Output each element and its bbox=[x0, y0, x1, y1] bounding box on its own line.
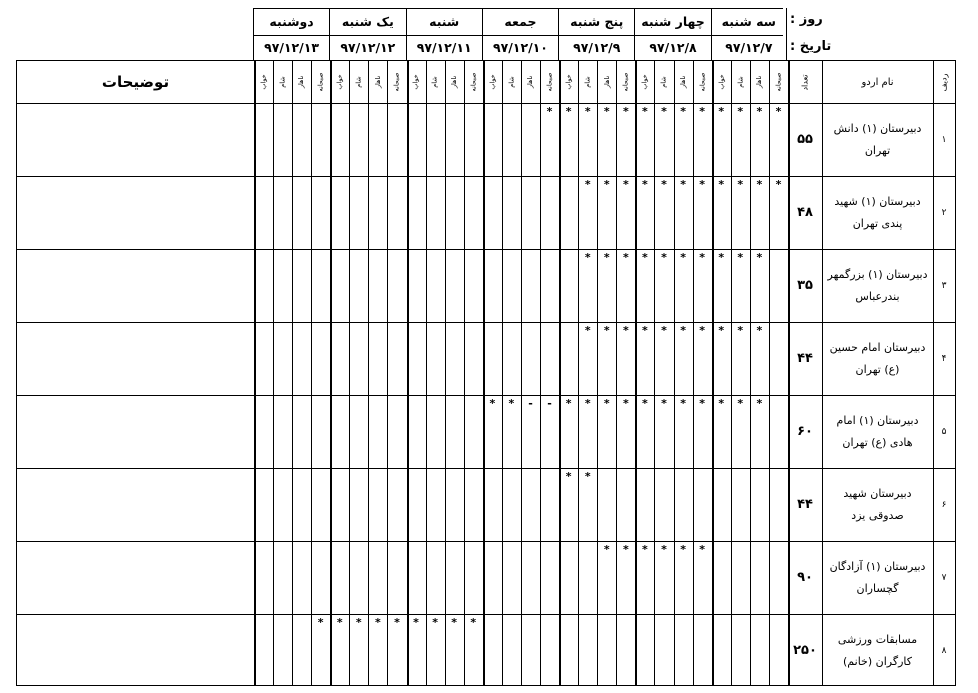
meal-header bbox=[483, 61, 502, 103]
meal-label: خواب bbox=[640, 74, 649, 90]
meal-mark: * bbox=[737, 178, 744, 191]
row-number: ۳ bbox=[941, 280, 947, 291]
meal-label: ناهار bbox=[373, 75, 382, 89]
meal-header bbox=[445, 61, 464, 103]
camp-name: دبیرستان (۱) دانش تهران bbox=[833, 121, 922, 157]
meal-mark: * bbox=[622, 397, 629, 410]
header-day-7: دوشنبه bbox=[253, 8, 329, 35]
day-divider-6 bbox=[407, 61, 409, 685]
meal-mark: * bbox=[546, 105, 553, 118]
meal-mark: * bbox=[661, 397, 667, 410]
row-number: ۶ bbox=[941, 499, 947, 510]
meal-divider bbox=[521, 61, 522, 685]
meal-label: شام bbox=[507, 76, 516, 88]
meal-mark: * bbox=[737, 105, 744, 118]
meal-divider bbox=[426, 61, 427, 685]
header-day-5: شنبه bbox=[406, 8, 482, 35]
meal-header bbox=[578, 61, 597, 103]
row-number: ۴ bbox=[941, 353, 947, 364]
row-number: ۸ bbox=[941, 645, 947, 656]
col-count-header: تعداد bbox=[800, 73, 810, 91]
header-date-2: ۹۷/۱۲/۸ bbox=[634, 35, 710, 60]
header-day-1: سه شنبه bbox=[711, 8, 787, 35]
meal-mark: * bbox=[603, 397, 610, 410]
meal-mark: * bbox=[756, 397, 763, 410]
camp-name: دبیرستان (۱) آزادگان گچساران bbox=[829, 559, 926, 595]
meal-header bbox=[559, 61, 578, 103]
meal-mark: * bbox=[317, 616, 324, 629]
meal-label: خواب bbox=[412, 74, 421, 90]
meal-dash: - bbox=[528, 397, 533, 410]
header-day-2: چهار شنبه bbox=[634, 8, 710, 35]
meal-header bbox=[674, 61, 693, 103]
meal-mark: * bbox=[680, 543, 686, 556]
meal-divider bbox=[693, 61, 694, 685]
meal-mark: * bbox=[413, 616, 419, 629]
meal-mark: * bbox=[451, 616, 458, 629]
meal-mark: * bbox=[584, 251, 591, 264]
meal-mark: * bbox=[603, 178, 610, 191]
meal-mark: * bbox=[699, 105, 706, 118]
day-divider-2 bbox=[712, 61, 714, 685]
meal-mark: * bbox=[622, 105, 629, 118]
camp-name: مسابقات ورزشی کارگران (خانم) bbox=[837, 632, 918, 668]
col-name-header: نام اردو bbox=[861, 76, 894, 88]
meal-mark: * bbox=[718, 178, 725, 191]
meal-label: ناهار bbox=[679, 75, 688, 89]
date-label: تاریخ : bbox=[790, 39, 832, 54]
day-divider-3 bbox=[635, 61, 637, 685]
meal-header bbox=[502, 61, 521, 103]
meal-label: ناهار bbox=[755, 75, 764, 89]
schedule-table bbox=[16, 60, 956, 686]
meal-divider bbox=[769, 61, 770, 685]
day-divider-8 bbox=[254, 61, 256, 685]
meal-header bbox=[712, 61, 731, 103]
meal-mark: * bbox=[718, 324, 725, 337]
meal-label: صبحانه bbox=[545, 72, 554, 92]
camp-count: ۳۵ bbox=[797, 278, 813, 293]
meal-label: خواب bbox=[717, 74, 726, 90]
meal-mark: * bbox=[622, 543, 629, 556]
meal-mark: * bbox=[737, 324, 744, 337]
meal-mark: * bbox=[336, 616, 343, 629]
meal-divider bbox=[273, 61, 274, 685]
notes-cell[interactable] bbox=[17, 395, 254, 468]
meal-mark: * bbox=[470, 616, 477, 629]
meal-divider bbox=[674, 61, 675, 685]
meal-mark: * bbox=[603, 251, 610, 264]
meal-mark: * bbox=[680, 105, 686, 118]
meal-mark: * bbox=[432, 616, 438, 629]
row-number: ۲ bbox=[941, 207, 947, 218]
meal-mark: * bbox=[661, 251, 667, 264]
col-row-header: ردیف bbox=[939, 73, 949, 91]
meal-mark: * bbox=[642, 105, 648, 118]
meal-mark: * bbox=[699, 251, 706, 264]
header-date-6: ۹۷/۱۲/۱۲ bbox=[329, 35, 405, 60]
day-divider-7 bbox=[330, 61, 332, 685]
meal-mark: * bbox=[374, 616, 381, 629]
meal-mark: * bbox=[680, 178, 686, 191]
meal-mark: * bbox=[680, 324, 686, 337]
camp-count: ۵۵ bbox=[797, 132, 813, 147]
camp-count: ۴۴ bbox=[797, 351, 813, 366]
notes-cell[interactable] bbox=[17, 103, 254, 176]
meal-mark: * bbox=[642, 324, 648, 337]
meal-mark: * bbox=[680, 397, 686, 410]
meal-mark: * bbox=[775, 178, 782, 191]
meal-label: شام bbox=[431, 76, 440, 88]
meal-header bbox=[368, 61, 387, 103]
meal-header bbox=[731, 61, 750, 103]
meal-header bbox=[521, 61, 540, 103]
meal-divider bbox=[387, 61, 388, 685]
meal-mark: * bbox=[718, 397, 725, 410]
meal-divider bbox=[597, 61, 598, 685]
meal-label: شام bbox=[354, 76, 363, 88]
meal-label: ناهار bbox=[450, 75, 459, 89]
meal-divider bbox=[368, 61, 369, 685]
meal-mark: * bbox=[756, 324, 763, 337]
camp-count: ۴۴ bbox=[797, 497, 813, 512]
meal-header bbox=[654, 61, 673, 103]
meal-divider bbox=[616, 61, 617, 685]
meal-mark: * bbox=[699, 543, 706, 556]
meal-label: شام bbox=[278, 76, 287, 88]
meal-label: صبحانه bbox=[469, 72, 478, 92]
meal-mark: * bbox=[355, 616, 362, 629]
meal-mark: * bbox=[737, 397, 744, 410]
meal-label: صبحانه bbox=[316, 72, 325, 92]
meal-label: صبحانه bbox=[774, 72, 783, 92]
notes-cell[interactable] bbox=[17, 249, 254, 322]
meal-label: خواب bbox=[564, 74, 573, 90]
meal-header bbox=[311, 61, 330, 103]
meal-label: صبحانه bbox=[698, 72, 707, 92]
meal-header bbox=[464, 61, 483, 103]
meal-header bbox=[349, 61, 368, 103]
meal-header bbox=[330, 61, 349, 103]
camp-count: ۶۰ bbox=[797, 424, 813, 439]
meal-mark: * bbox=[584, 178, 591, 191]
meal-label: ناهار bbox=[526, 75, 535, 89]
meal-mark: * bbox=[775, 105, 782, 118]
camp-name: دبیرستان (۱) امام هادی (ع) تهران bbox=[836, 413, 919, 449]
row-number: ۱ bbox=[941, 134, 947, 145]
meal-mark: * bbox=[565, 470, 572, 483]
meal-mark: * bbox=[718, 105, 725, 118]
meal-divider bbox=[731, 61, 732, 685]
meal-dash: - bbox=[547, 397, 552, 410]
camp-name: دبیرستان (۱) شهید پندی تهران bbox=[834, 194, 921, 230]
meal-label: صبحانه bbox=[392, 72, 401, 92]
meal-divider bbox=[540, 61, 541, 685]
meal-mark: * bbox=[622, 178, 629, 191]
meal-mark: * bbox=[661, 105, 667, 118]
meal-divider bbox=[464, 61, 465, 685]
meal-mark: * bbox=[699, 178, 706, 191]
meal-header bbox=[750, 61, 769, 103]
day-divider-5 bbox=[483, 61, 485, 685]
meal-mark: * bbox=[642, 178, 648, 191]
meal-mark: * bbox=[565, 105, 572, 118]
meal-mark: * bbox=[584, 397, 591, 410]
camp-count: ۲۵۰ bbox=[793, 643, 817, 658]
meal-mark: * bbox=[699, 324, 706, 337]
header-date-5: ۹۷/۱۲/۱۱ bbox=[406, 35, 482, 60]
header-date-4: ۹۷/۱۲/۱۰ bbox=[482, 35, 558, 60]
day-divider-4 bbox=[559, 61, 561, 685]
notes-cell[interactable] bbox=[17, 614, 254, 687]
meal-header bbox=[616, 61, 635, 103]
meal-divider bbox=[445, 61, 446, 685]
meal-divider bbox=[578, 61, 579, 685]
meal-mark: * bbox=[603, 105, 610, 118]
header-date-7: ۹۷/۱۲/۱۳ bbox=[253, 35, 329, 60]
meal-mark: * bbox=[737, 251, 744, 264]
meal-mark: * bbox=[661, 543, 667, 556]
meal-header bbox=[597, 61, 616, 103]
meal-header bbox=[254, 61, 273, 103]
meal-label: صبحانه bbox=[621, 72, 630, 92]
meal-mark: * bbox=[642, 251, 648, 264]
meal-mark: * bbox=[756, 105, 763, 118]
meal-mark: * bbox=[699, 397, 706, 410]
meal-label: ناهار bbox=[602, 75, 611, 89]
meal-divider bbox=[311, 61, 312, 685]
camp-count: ۹۰ bbox=[797, 570, 813, 585]
schedule-header bbox=[0, 0, 978, 60]
meal-mark: * bbox=[565, 397, 572, 410]
meal-label: شام bbox=[736, 76, 745, 88]
header-day-3: پنج شنبه bbox=[558, 8, 634, 35]
header-date-3: ۹۷/۱۲/۹ bbox=[558, 35, 634, 60]
meal-label: ناهار bbox=[297, 75, 306, 89]
row-number: ۷ bbox=[941, 572, 947, 583]
meal-header bbox=[635, 61, 654, 103]
notes-cell[interactable] bbox=[17, 468, 254, 541]
meal-mark: * bbox=[603, 543, 610, 556]
meal-label: خواب bbox=[259, 74, 268, 90]
meal-header bbox=[273, 61, 292, 103]
meal-label: شام bbox=[583, 76, 592, 88]
meal-header bbox=[426, 61, 445, 103]
meal-divider bbox=[292, 61, 293, 685]
meal-divider bbox=[349, 61, 350, 685]
meal-mark: * bbox=[661, 324, 667, 337]
meal-mark: * bbox=[756, 178, 763, 191]
meal-mark: * bbox=[661, 178, 667, 191]
row-number: ۵ bbox=[941, 426, 947, 437]
meal-label: خواب bbox=[335, 74, 344, 90]
header-day-6: یک شنبه bbox=[329, 8, 405, 35]
camp-name: دبیرستان شهید صدوقی یزد bbox=[843, 486, 912, 522]
meal-header bbox=[387, 61, 406, 103]
meal-mark: * bbox=[584, 324, 591, 337]
meal-header bbox=[693, 61, 712, 103]
meal-mark: * bbox=[394, 616, 400, 629]
meal-mark: * bbox=[622, 324, 629, 337]
meal-mark: * bbox=[584, 470, 591, 483]
meal-label: خواب bbox=[488, 74, 497, 90]
meal-mark: * bbox=[584, 105, 591, 118]
meal-label: شام bbox=[659, 76, 668, 88]
meal-header bbox=[540, 61, 559, 103]
meal-mark: * bbox=[603, 324, 610, 337]
day-label: روز : bbox=[790, 12, 823, 27]
meal-mark: * bbox=[680, 251, 686, 264]
col-notes-header: توضیحات bbox=[101, 73, 170, 91]
meal-mark: * bbox=[622, 251, 629, 264]
meal-header bbox=[292, 61, 311, 103]
meal-mark: * bbox=[489, 397, 496, 410]
meal-header bbox=[407, 61, 426, 103]
camp-count: ۴۸ bbox=[797, 205, 813, 220]
meal-mark: * bbox=[642, 543, 648, 556]
notes-cell[interactable] bbox=[17, 322, 254, 395]
meal-divider bbox=[502, 61, 503, 685]
meal-mark: * bbox=[642, 397, 648, 410]
meal-divider bbox=[750, 61, 751, 685]
notes-cell[interactable] bbox=[17, 176, 254, 249]
camp-name: دبیرستان (۱) بزرگمهر بندرعباس bbox=[827, 267, 928, 303]
meal-divider bbox=[654, 61, 655, 685]
header-date-1: ۹۷/۱۲/۷ bbox=[711, 35, 787, 60]
notes-cell[interactable] bbox=[17, 541, 254, 614]
meal-mark: * bbox=[718, 251, 725, 264]
header-day-4: جمعه bbox=[482, 8, 558, 35]
meal-header bbox=[769, 61, 788, 103]
meal-mark: * bbox=[756, 251, 763, 264]
meal-mark: * bbox=[508, 397, 515, 410]
camp-name: دبیرستان امام حسین (ع) تهران bbox=[829, 340, 926, 376]
